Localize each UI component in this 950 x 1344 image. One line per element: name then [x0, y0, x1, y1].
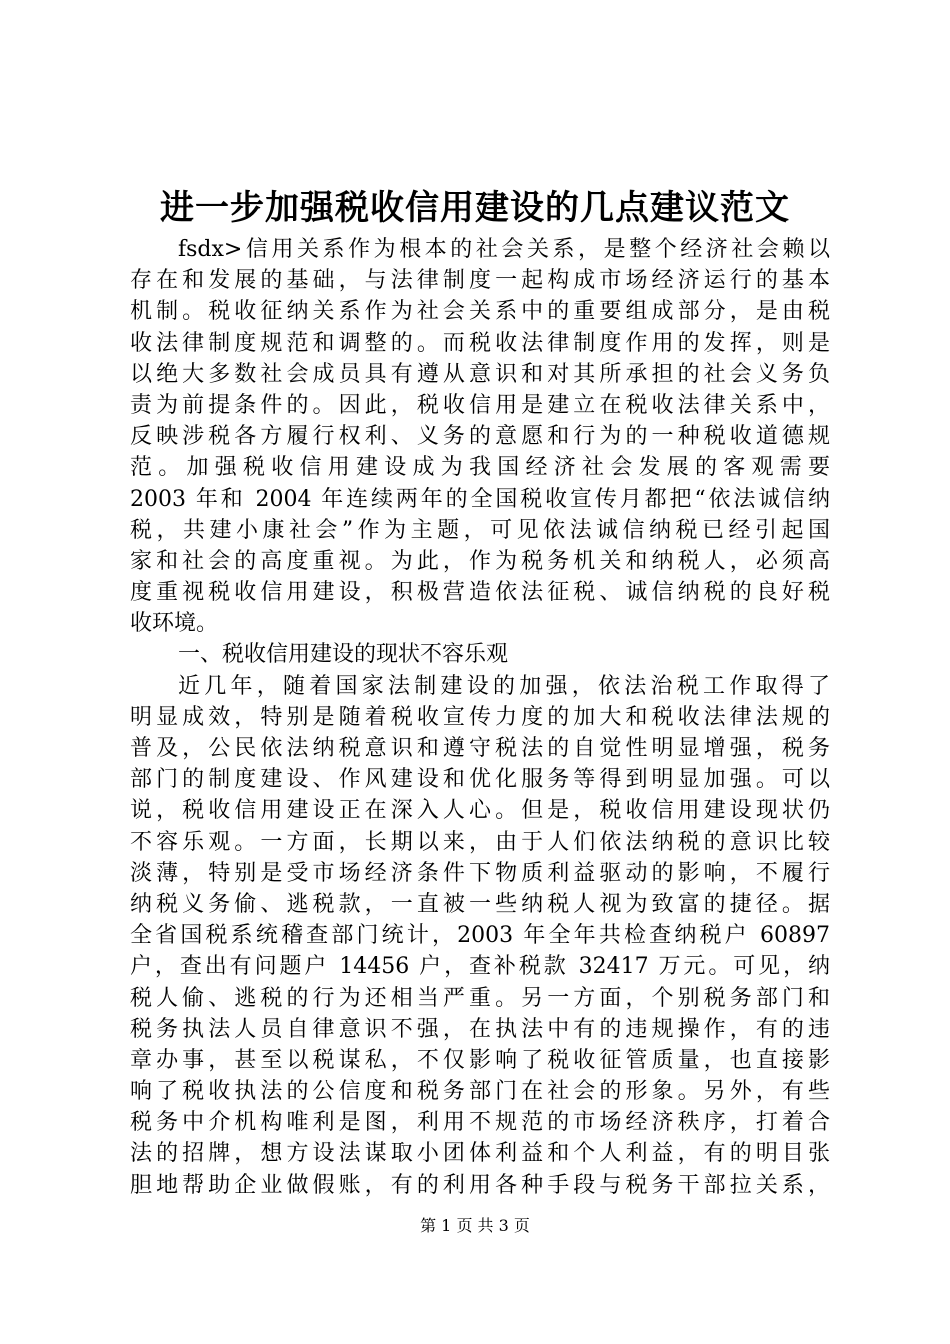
text-line: 法的招牌，想方设法谋取小团体利益和个人利益，有的明目张: [130, 1141, 830, 1167]
text-line: fsdx>信用关系作为根本的社会关系，是整个经济社会赖以: [178, 237, 830, 262]
text-line: 税人偷、逃税的行为还相当严重。另一方面，个别税务部门和: [130, 985, 830, 1011]
text-line: 反映涉税各方履行权利、义务的意愿和行为的一种税收道德规: [130, 424, 830, 450]
text-line: 说，税收信用建设正在深入人心。但是，税收信用建设现状仍: [130, 798, 830, 824]
text-line: 纳税义务偷、逃税款，一直被一些纳税人视为致富的捷径。据: [130, 891, 830, 917]
text-line: 2003 年和 2004 年连续两年的全国税收宣传月都把“依法诚信纳: [130, 486, 830, 512]
text-line: 税，共建小康社会”作为主题，可见依法诚信纳税已经引起国: [130, 517, 830, 543]
text-line: 税务中介机构唯利是图，利用不规范的市场经济秩序，打着合: [130, 1110, 830, 1136]
text-line: 响了税收执法的公信度和税务部门在社会的形象。另外，有些: [130, 1079, 830, 1105]
text-line: 胆地帮助企业做假账，有的利用各种手段与税务干部拉关系，: [130, 1172, 830, 1198]
document-title: 进一步加强税收信用建设的几点建议范文: [160, 188, 790, 228]
text-line: 税务执法人员自律意识不强，在执法中有的违规操作，有的违: [130, 1016, 830, 1042]
text-line: 存在和发展的基础，与法律制度一起构成市场经济运行的基本: [130, 268, 830, 294]
text-line: 章办事，甚至以税谋私，不仅影响了税收征管质量，也直接影: [130, 1047, 830, 1073]
text-line: 部门的制度建设、作风建设和优化服务等得到明显加强。可以: [130, 767, 830, 793]
text-line: 以绝大多数社会成员具有遵从意识和对其所承担的社会义务负: [130, 361, 830, 387]
text-line: 责为前提条件的。因此，税收信用是建立在税收法律关系中，: [130, 392, 830, 418]
text-line: 收环境。: [130, 611, 219, 637]
text-line: 收法律制度规范和调整的。而税收法律制度作用的发挥，则是: [130, 330, 830, 356]
text-line: 淡薄，特别是受市场经济条件下物质利益驱动的影响，不履行: [130, 860, 830, 886]
text-line: 机制。税收征纳关系作为社会关系中的重要组成部分，是由税: [130, 299, 830, 325]
text-line: 普及，公民依法纳税意识和遵守税法的自觉性明显增强，税务: [130, 736, 830, 761]
text-line: 户，查出有问题户 14456 户，查补税款 32417 万元。可见，纳: [130, 954, 830, 980]
text-line: 家和社会的高度重视。为此，作为税务机关和纳税人，必须高: [130, 548, 830, 574]
text-line: 范。加强税收信用建设成为我国经济社会发展的客观需要: [130, 455, 830, 481]
text-line: 不容乐观。一方面，长期以来，由于人们依法纳税的意识比较: [130, 829, 830, 855]
document-body: [130, 234, 830, 1201]
text-line: 全省国税系统稽查部门统计，2003 年全年共检查纳税户 60897: [130, 923, 830, 949]
text-line: 度重视税收信用建设，积极营造依法征税、诚信纳税的良好税: [130, 580, 830, 606]
text-line: 一、税收信用建设的现状不容乐观: [178, 642, 509, 668]
text-line: 近几年，随着国家法制建设的加强，依法治税工作取得了: [178, 673, 830, 699]
text-line: 明显成效，特别是随着税收宣传力度的加大和税收法律法规的: [130, 704, 830, 730]
page-footer: 第 1 页 共 3 页: [420, 1216, 530, 1235]
